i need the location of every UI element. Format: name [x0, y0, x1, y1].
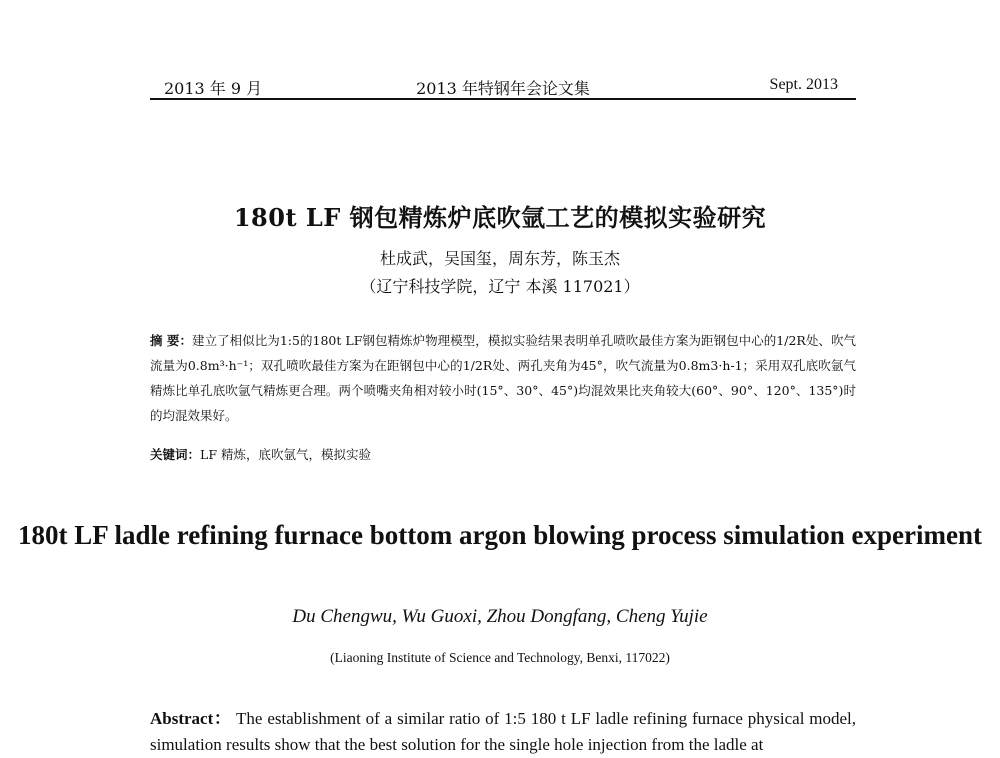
chinese-abstract-label: 摘 要： — [150, 333, 193, 348]
chinese-abstract — [150, 328, 856, 428]
chinese-keywords-text: LF 精炼，底吹氩气，模拟实验 — [200, 447, 371, 462]
english-abstract-text: The establishment of a similar ratio of 1:5 180 t LF ladle refining furnace physical model, simulation results show that the best solution for the single hole injection from the ladle at — [150, 709, 857, 754]
english-title: 180t LF ladle refining furnace bottom argon blowing process simulation experiment — [18, 520, 982, 550]
chinese-keywords-label: 关键词： — [150, 447, 201, 462]
header-date-en: Sept. 2013 — [769, 76, 838, 93]
chinese-abstract-text: 建立了相似比为1:5的180t LF钢包精炼炉物理模型，模拟实验结果表明单孔喷吹最佳方案为距钢包中心的1/2R处、吹气流量为0.8m³·h⁻¹；双孔喷吹最佳方案为在距钢包中心的1/2R处、两孔夹角为45°，吹气流量为0.8m3·h-1；采用双孔底吹氩气精炼比单孔底吹氩气精炼更合理。两个喷嘴夹角相对较小时(15°、30°、45°)均混效果比夹角较大(60°、90°、120°、135°)时的均混效果好。 — [150, 333, 856, 423]
chinese-keywords — [150, 442, 856, 467]
english-affiliation: (Liaoning Institute of Science and Technology, Benxi, 117022) — [330, 650, 670, 665]
header-date-cn: 2013 年 9 月 — [164, 79, 263, 98]
chinese-authors: 杜成武，吴国玺，周东芳，陈玉杰 — [379, 249, 620, 268]
english-authors: Du Chengwu, Wu Guoxi, Zhou Dongfang, Cheng Yujie — [292, 606, 708, 627]
english-abstract-label: Abstract： — [150, 709, 232, 728]
chinese-title: 180t LF 钢包精炼炉底吹氩工艺的模拟实验研究 — [233, 203, 767, 232]
running-header — [150, 74, 856, 100]
english-abstract — [150, 706, 856, 758]
header-proceedings-title: 2013 年特钢年会论文集 — [416, 79, 590, 98]
chinese-affiliation: （辽宁科技学院，辽宁 本溪 117021） — [360, 277, 640, 296]
